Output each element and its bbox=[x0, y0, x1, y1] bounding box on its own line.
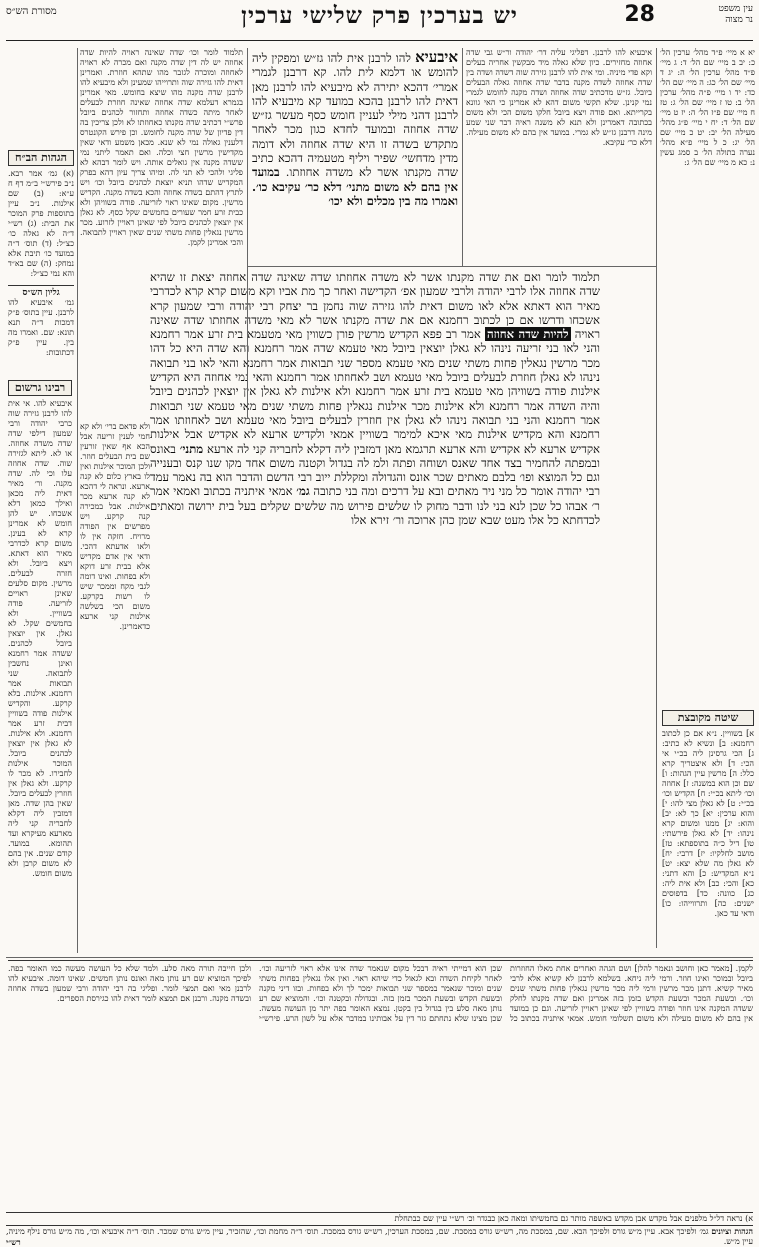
rashi-column bbox=[466, 48, 652, 263]
tosafot-column bbox=[80, 48, 243, 413]
tosafot-text: תלמוד לומר וכו׳ שדה שאינה ראויה להיות שדה אחוזה יש לה דין שדה מקנה ואם מכרה לא ראויה לאחוזה ומוכרה לגזבר מהו שתהא חוזרת. ואמרינן דאית להו גזירה שוה ותרוייהו שמעינן ולא מיבעיא להו לרבנן שדה מקנה מהו שיצא בחומש. מאי אמרינן בגמרא דעלמא שדה אחוזה שאינה חוזרת לבעלים לאחר מיתה כשדה אחוזה ותחזור לכהנים ביובל פרש״י דכתיב שדה מקנתו כאחוזתו לא ולכן צריכין בה דין פדיון של שדה מקנה לחומש. וכן פירש הקונטרס דלענין גאולה נמי לא שנא. מכאן משמע ודאי שאין מקדישין מרשין חצי וכלה. ואם תאמר ליתני נמי ששדה מקנה אין גואלים אותה. ויש לומר דבהא לא פליגי ולהכי לא תני לה. ומיהו צריך עיון דהא בפרק המקדיש שדהו תניא יוצאת לכהנים ביובל וכו׳ ויש לתרץ דהתם בשדה אחוזה והכא בשדה מקנה. הקדיש מרשין. מקום שאינו ראוי לזריעה. פודה בשוויהן ולא כבית זרע חמר שעורים בחמשים שקל כסף. לא גאלן אין יוצאין לכהנים ביובל לפי שאינן ראויין לזרוע. מכר מרשין נגאלין פחות משתי שנים שאין ראויין לתבואה. והכי אמרינן לקמן. bbox=[80, 48, 243, 247]
gemara-lower: מספר שני תבואות אמר רחמנא והאי לאו בני תבואה נינהו לא גאלן חוזרת לבעלים ביובל מאי טעמא ושב לאחוזתו אמר רחמנא והאי נמי אחוזה היא הקדיש אילנות פודה בשוויהן מאי טעמא בית זרע אמר רחמנא ולא אילנות לא גאלן אין יוצאין לכהנים ביובל והיה השדה אמר רחמנא ולא אילנות מכר אילנות נגאלין פחות משתי שנים מאי טעמא שני תבואות אמר רחמנא והני בני תבואה נינהו לא גאלן אין חוזרין לבעלים ביובל מאי טעמא ושב לאחוזתו אמר רחמנא והא מקדיש אילנות מאי איכא למימר בשוויין אמאי ולקדיש ארעא לא אקדיש אבל אילנות אקדיש ארעא לא אקדיש והא ארעא תרגמא מאן דמזבין ליה דקלא לחבריה קני לה ארעא bbox=[150, 355, 601, 456]
bottom-commentary bbox=[8, 960, 753, 1150]
bottom-commentary-text: לקמן. [מאמר כאן וחושב ונאמר להלן] ושם הגהה ואחרים אחת מאלו החוזרות ביובל ובמוכר ואינו חוזר. ורמי ליה ניחא. בשלמא לרבנן לא קשיא אלא לרבי מאיר קשיא. דתנן מכר מרשין ורמי ליה מכר מרשין נגאלין פחות משתי שנים וכו׳. ובשעת המכר ובשעת הקדש בזמן בזה אמרינן ואם שדה מקנתו לחלק ששדה המקנה אינו חוזר ופודה בשוויין לפי שאינן ראויין לזריעה. וגם כן במועד אין בהם לא משום מעילה ולא משום תשלומי חומש. אמאי איתניה בכתוב כל שכן הוא דמייתי ראיה דבכל מקום שנאמר שדה אינו אלא ראוי לזריעה וכו׳. לאחר לקיחת השדה ובא לגאול כדי שיהא ראוי. ואין אלו נגאלין בפחות משתי שנים ומוכר שנאמר במספר שני תבואות ימכר לך ולא בפחות. ובזו דיני מקנה ובשעת הקדש ובשעת המכר בזמן בזה. ובגדולה ובקטנה וכו׳. והמוציא שם רע נותן מאה סלע בין בגדול בין בקטן. נמצא האומר בפה יתר מן העושה מעשה. שכן מצינו שלא נתחתם גזר דין על אבותינו במדבר אלא על לשון הרע. פירש״י ולכן חייבה תורה מאה סלע. ולמד שלא כל העושה מעשה כמו האומר בפה. לפיכך המוציא שם רע נותן מאה ואונס נותן חמשים. שאינו דומה. איבעיא להו לרבנן מאי ואם תמצי לומר. ופליגי בה רבי יהודה ורבי שמעון בשדה אחוזה ובשדה מקנה. ורבנן אם תמצא לומר דאית להו כגירסת הספרים. bbox=[8, 960, 753, 1149]
footer-hagahot-text: גמ׳ ולפיכך אבא. עיין מ״ש גורס ולפיכך הבא. שם, במסכת מה, רש״ש גורס במסכת. שם, במסכת הערכין, רש״ש גורס במסכת. תוס׳ ד״ה מחמת וכו׳, שהזכיר, עיין מ״ש גורס שמכר. תוס׳ ד״ה איבעיא וכו׳, מה מ״ש גורס נילף מיניה, עיין מ״ש. bbox=[6, 1227, 753, 1246]
footer-rashi-label: רש״י bbox=[6, 1237, 21, 1247]
shita-title: שיטה מקובצת bbox=[662, 710, 754, 726]
divider-right bbox=[656, 48, 657, 948]
page-title: יש בערכין פרק שלישי ערכין bbox=[241, 2, 518, 29]
page-footer bbox=[6, 1212, 753, 1247]
ein-mishpat-heading: עין משפט נר מצוה bbox=[718, 4, 753, 25]
header-rule bbox=[6, 40, 753, 41]
tosafot-lower-text: ולא פדאם ברי׳ ולא קא חמי לענין זריעה אבל הכא אף שאין זורעין שם בית הבעלים חוזר. ולכן המוכר אילנות ואין לו בארץ כלום לא קנה ארעא. ונראה לי דהכא לא קנה ארעא מכר אילנות. אבל במכירה קנה קרקע. ויש מפרשים אין הפודה מרויח. חזקה אין לו ולאו אדעתא דהכי. ודאי אין אדם מקדיש אלא בבית זרע דוקא ולא בפחות. ואינו דומה לגבי מקח וממכר שיש לו רשות בקרקע. משום הכי בשלשה אילנות קני ארעא כדאמרינן. bbox=[80, 422, 150, 631]
mishnah-label: מתני׳ bbox=[179, 441, 204, 456]
rashi-text: איבעיא להו לרבנן. דפליגי עליה דר׳ יהודה ור״ש גבי שדה אחוזה מחזירים. כיון שלא גאלה מיד מבקשין אחריה בעלים וקא פדי מיניה. ומי אית להו לרבנן גזירה שוה דשדה ושדה בין שדה אחוזה לשדה מקנה בדבר שדה אחוזה גאלה הבעלים ביובל. גז״ש מדכתיב שדה אחוזה ושדה מקנה לחומש לגמרי נמי קנינן. שלא תקשי משום דהא לא אמרינן כי האי גוונא בקרייתא. ואם פודה ויצא ביובל חלקו משום הכי ולא משום בכתובה דאמרינן ולא תנא לא משנה ראיה דבר שני שמע מינה דרבנן גז״ש לא גמרי. במועד אין בהם לא משום מעילה. דלא כר׳ עקיבא. bbox=[466, 48, 652, 147]
divider-upper bbox=[247, 266, 656, 267]
divider-left bbox=[77, 48, 78, 953]
gemara-body-2: אמר רב פפא הקדיש מרשין פורן כשווין מאי מטעמא בית זרע אמר רחמנא והני לאו בני זריעה נינהו לא גאלן יוצאין ביובל מאי טעמא שדה אמר רחמנא והא שדה היא כל דהו מכר מרשין נגאלין פחות משתי שנים מאי טעמא bbox=[150, 327, 600, 370]
tosafot-lower-column bbox=[80, 422, 150, 952]
gemara-label: גמ׳ bbox=[296, 484, 310, 499]
rabbenu-gershom-title: רבינו גרשום bbox=[8, 380, 72, 396]
hagahot-title: הגהות הב״ח bbox=[8, 150, 74, 166]
gemara-upper-text: להו לרבנן אית להו גז״ש ומפקין ליה להומש או דלמא לית להו. קא דרבנן לגמרי אמרי׳ דהכא יתירה לא מיבעיא להו לרבנן מאן דאית להו לרבנן בהכא במועד קא מיבעיא להו לרבנן דהני מילי לעניין חומש כסף מעשר גז״ש שדה אחוזה ובמועד לחדא כגון מכר לאחר מתקדש בשדה זו היא שדה אחוזה ולא דומה מדין מדחשי׳ שפיר ויליף מטעמיה דהכא כתיב שדה מקנתו אשר לא משדה אחוזתו. bbox=[252, 51, 459, 180]
gemara-upper bbox=[252, 50, 458, 265]
shita-mekubetzet-box bbox=[662, 710, 754, 950]
shita-text: א] בשוויין. נ״א אם כן לכתוב רחמנא: ב] ונשיא לא כתיב: ג] הכי גרסינן ליה בכ״י אי הכי: ד] ולא איצטריך קרא כלל: ה] מרשין עיין הגהות: ו] שם וכן הוא במשנה: ז] אחוזה וכו׳ ליתא בכ״י: ח] הקדיש וכו׳ בכ״י: ט] לא גאלן מצי להו: י] והוא ערכין: יא] כך לא: יב] והוא: יג] ממנו ומשום קרא נינהו: יד] לא גאלן פירשתי: טו] דיל כ״ה בתוספתא: טז] מושב לחלקיו: יז] דרבי: יח] לא גאלן מה שלא יצא: יט] נ״א המקדיש: כ] והא דתני: כא] והכי: כב] ולא אית ליה: כג] כוונה: כד] בדפוסים ישנים: כה] ותרווייהו: כו] ודאי עד כאן. bbox=[662, 729, 754, 918]
mishnah-text: באונס ובמפתה להחמיר בצד אחד שאנס ושוחה ופתה ולמ לה בגדול וקטנה משום אחד מקו שנו קנס ובענייה וגם כל המוצא ופו׳ בלבם מאתים שכר אונס והגדולה ומקללת ייוב רבי הדשם והדבר הוא בה נאמר עמד רבי יהודה אומר כל מני ניר מאתים ובא על דרכים ומה בני כתובה bbox=[150, 441, 601, 499]
mishnah-reference: במועד אין בהם לא משום מתני׳ דלא כר׳ עקיבא כו׳. ואמרו מה בין מכלים ולא יכו׳ bbox=[252, 165, 458, 208]
rabbenu-gershom-box bbox=[8, 380, 72, 950]
lead-word: איבעיא bbox=[415, 48, 458, 66]
highlighted-phrase: להיות שדה אחוזה bbox=[486, 327, 569, 342]
ein-mishpat-text: יא א מיי׳ פ״ד מהל׳ ערכין הל׳ כ: יב ב מיי׳ שם הל׳ ד: ג מיי׳ פ״ד מהל׳ ערכין הל׳ ה: יג ד מיי׳ שם הל׳ כג: ה מיי׳ שם הל׳ כד: יד ו מיי׳ פ״ה מהל׳ ערכין הל׳ ב: טו ז מיי׳ שם הל׳ ג: טז ח מיי׳ שם פ״ז הל׳ ה: יז ט מיי׳ שם הל׳ ד: יח י מיי׳ פ״ג מהל׳ מעילה הל׳ יב: יט כ מיי׳ שם הל׳ יג: כ ל מיי׳ פ״א מהל׳ נערה בתולה הל׳ ב סמג עשין נ: כא מ מיי׳ שם הל׳ ג: bbox=[660, 48, 755, 167]
gemara-text: אמאי איתניה בכתוב ואמאי אמר ר׳ אבהו כל שכן לנא בני לנו ודבר מחוק לו שלשים פירוש מה שלשים שקלים בעל בית ירושה ומאתים לכדחתא כל אלו מעט שבא שמן כהן ארוכה ור׳ זירא אלו bbox=[150, 484, 600, 528]
page-header bbox=[0, 0, 759, 44]
hagahot-text: (א) גמ׳ אמר רבא. נ״ב פירש״י ב״מ דף ח ע״א: (ב) שם אילנות. נ״ב עיין בתוספות פרק המוכר את הבית: (ג) רש״י ד״ה לא גאלה כו׳ כצ״ל: (ד) תוס׳ ד״ה במועד כו׳ תיבת אלא נמחק: (ה) שם בא״ד והא נמי כצ״ל: bbox=[8, 169, 74, 278]
footer-hagahot-label: הגהות וציונים bbox=[711, 1226, 753, 1236]
divider-rashi bbox=[462, 48, 463, 266]
hagahot-box bbox=[8, 150, 74, 372]
page-number: 28 bbox=[624, 2, 655, 27]
gilyon-title: גליון הש״ס bbox=[22, 288, 60, 298]
divider-tosafot bbox=[247, 48, 248, 418]
gilyon-text: גמ׳ איבעיא להו לרבנן. עיין בתוס׳ פ״ק דמכות ד״ה תנא תונא: שם. ואמרו מה בין. עיין פ״ק דכתובות: bbox=[8, 298, 74, 357]
divider-bottom bbox=[6, 957, 753, 958]
mesoret-heading: מסורת הש״ס bbox=[6, 6, 57, 17]
ein-mishpat-column bbox=[660, 48, 755, 428]
rabbenu-gershom-text: איבעיא להו. אי אית להו לרבנן גזירה שוה כרבי יהודה ורבי שמעון דילפי שדה שדה משדה אחוזה. או לא. ליתא לגזירה שוה. שדה אחוזה עלו וכי לה. שדה מקנה. ור׳ מאיר דאית ליה מכאן ואילך כמאן דלא אשכחו. יש להן חומש לא אמרינן קרא לא בעינן. משום קרא לכדרבי מאיר הוא דאתא. ויצא ביובל. ולא חזרה לבעלים. מרשין. מקום סלעים שאינן ראויים לזריעה. פודה בשוויין. ולא בחמשים שקל. לא גאלן. אין יוצאין ביובל לכהנים. ששדה אמר רחמנא ואינן נחשבין לתבואה. שני תבואות אמר רחמנא. אילנות. בלא קרקע. והקדיש אילנות פודה בשוויין דבית זרע אמר רחמנא. ולא אילנות. לא גאלן אין יוצאין לכהנים ביובל. המוכר אילנות לחבירו. לא מכר לו קרקע. ולא גאלן אין חוזרין לבעלים ביובל. שאין בהן שדה. מאן דמזבין ליה דקלא לחבריה קני ליה מארעא מעיקרא ועד תהומא. במועד. קודם שנים. אין בהם לא משום קרבן ולא משום חומש. bbox=[8, 399, 72, 878]
footer-note: א) נראה דל״ל מלפנים אבל מקדש אבן מקדש באשפה מותר גם בחמשיתו ומאה כאן כבגדר וכ׳ רש״י עיין שם כבתחלת bbox=[6, 1212, 753, 1224]
gemara-body: תלמוד לומר ואם את שדה מקנתו אשר לא משדה אחוזתו שדה שאינה שדה אחוזה יצאת זו שהיא שדה אחוזה אלו לרבי יהודה ולרבי שמעון אפ׳ הקדישה ואחר כך מת אביו וקא משום קרא קרא לכדרבי מאיר הוא דאתא אלא לאו משום דאית להו גזירה שוה נחמן בר יצחק רבי יהודה ורבי שמעון קרא אשכחו ודרשו אם כן לכתוב רחמנא אם את שדה מקנתו אשר לא מאי משדה אחוזתו שדה שאינה ראויה bbox=[150, 270, 601, 342]
